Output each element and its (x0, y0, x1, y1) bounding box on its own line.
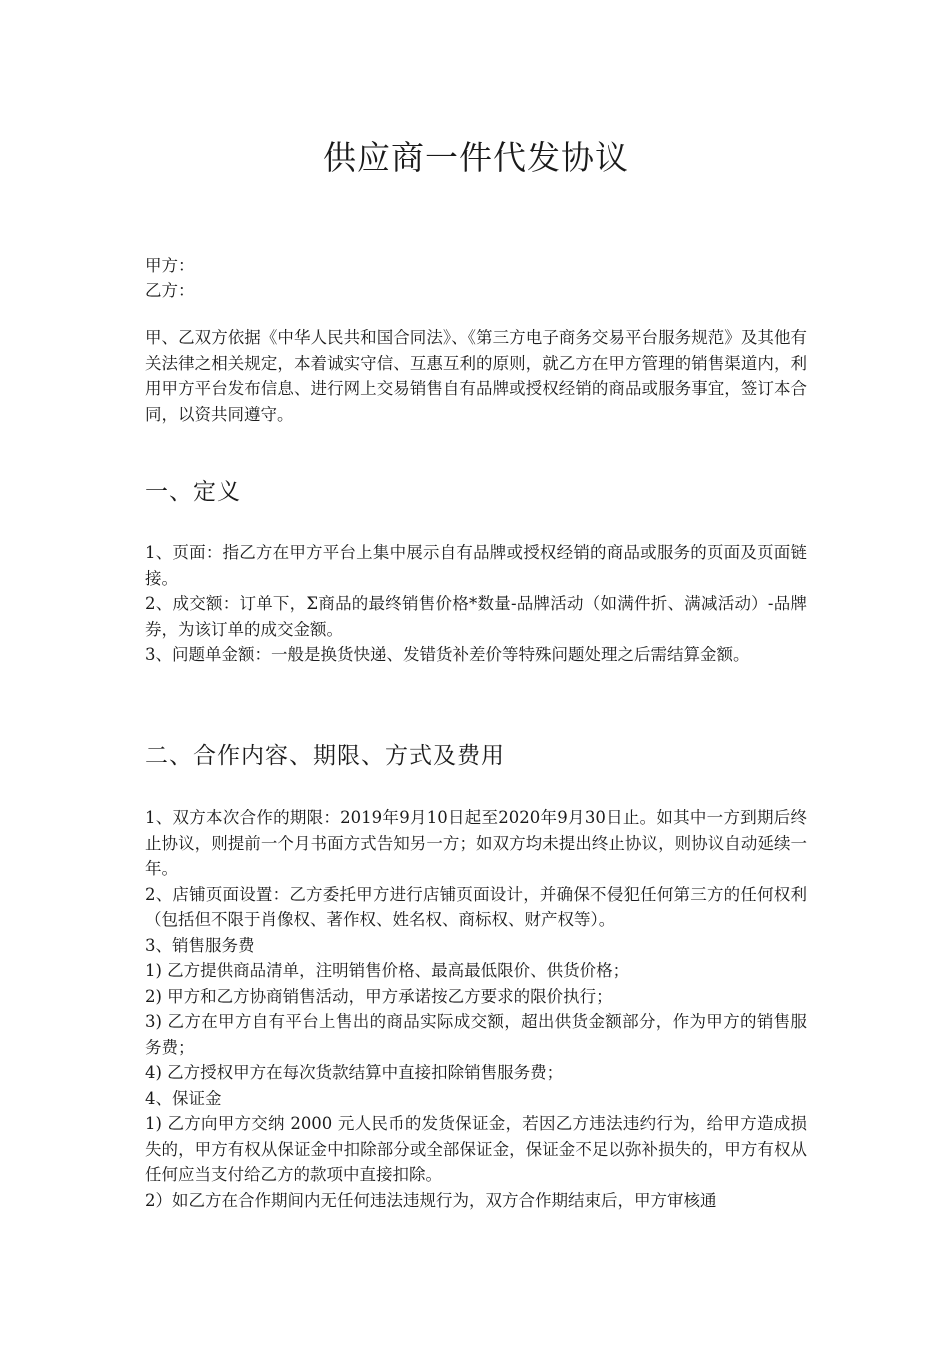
clause-paragraph: 1) 乙方向甲方交纳 2000 元人民币的发货保证金，若因乙方违法违约行为，给甲方造成损失的，甲方有权从保证金中扣除部分或全部保证金，保证金不足以弥补损失的，甲方有权从任何应当支付给乙方的款项中直接扣除。 (145, 1114, 807, 1184)
document-title: 供应商一件代发协议 (323, 138, 629, 177)
party-b-label: 乙方： (145, 281, 195, 300)
section-body-cooperation (145, 805, 807, 1213)
clause-paragraph: 1) 乙方提供商品清单，注明销售价格、最高最低限价、供货价格； (145, 961, 630, 980)
clause-paragraph: 2）如乙方在合作期间内无任何违法违规行为，双方合作期结束后，甲方审核通 (145, 1190, 717, 1210)
clause-paragraph: 4) 乙方授权甲方在每次货款结算中直接扣除销售服务费； (145, 1063, 564, 1082)
section-heading-cooperation: 二、合作内容、期限、方式及费用 (145, 743, 505, 769)
party-a-label: 甲方： (145, 256, 195, 275)
preamble-paragraph: 甲、乙双方依据《中华人民共和国合同法》、《第三方电子商务交易平台服务规范》及其他有关法律之相关规定，本着诚实守信、互惠互利的原则，就乙方在甲方管理的销售渠道内，利用甲方平台发布信息、进行网上交易销售自有品牌或授权经销的商品或服务事宜，签订本合同，以资共同遵守。 (145, 328, 807, 424)
section-body-definitions (145, 540, 807, 668)
definition-item: 3、问题单金额：一般是换货快递、发错货补差价等特殊问题处理之后需结算金额。 (145, 645, 750, 664)
clause-paragraph: 1、双方本次合作的期限：2019年9月10日起至2020年9月30日止。如其中一方到期后终止协议，则提前一个月书面方式告知另一方；如双方均未提出终止协议，则协议自动延续一年。 (145, 808, 807, 878)
document-page (145, 0, 807, 1345)
clause-paragraph: 2) 甲方和乙方协商销售活动，甲方承诺按乙方要求的限价执行； (145, 986, 613, 1006)
clause-paragraph: 3) 乙方在甲方自有平台上售出的商品实际成交额，超出供货金额部分，作为甲方的销售服务费； (145, 1012, 807, 1057)
clause-paragraph: 2、店铺页面设置：乙方委托甲方进行店铺页面设计，并确保不侵犯任何第三方的任何权利（包括但不限于肖像权、著作权、姓名权、商标权、财产权等）。 (145, 884, 807, 929)
clause-paragraph: 3、销售服务费 (145, 935, 255, 955)
definition-item: 2、成交额：订单下，Σ商品的最终销售价格*数量-品牌活动（如满件折、满减活动）-品牌券，为该订单的成交金额。 (145, 594, 807, 639)
parties-block (145, 253, 807, 303)
section-heading-definitions: 一、定义 (145, 479, 241, 505)
definition-item: 1、页面：指乙方在甲方平台上集中展示自有品牌或授权经销的商品或服务的页面及页面链接。 (145, 543, 807, 588)
clause-paragraph: 4、保证金 (145, 1088, 222, 1108)
